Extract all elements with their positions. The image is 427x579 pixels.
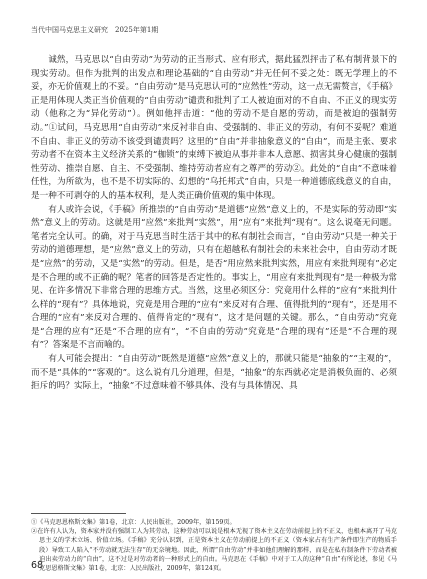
running-head: 当代中国马克思主义研究 2025年第1期 bbox=[31, 26, 159, 34]
footnote-divider bbox=[31, 513, 126, 514]
paragraph: 诚然，马克思以“自由劳动”为劳动的正当形式、应有形式，据此猛烈抨击了私有制背景下的现实劳动。但作为批判的出发点和理论基础的“自由劳动”并无任何不妥之处：既无学理上的不妥，亦无价值观上的不妥。“自由劳动”是马克思认可的“应然性”劳动，这一点无需赘言，《手稿》正是用体现人类正当价值观的“自由劳动”谴责和批判了工人被迫面对的不自由、不正义的现实劳动（他称之为“异化劳动”）。例如他抨击道：“他的劳动不是自愿的劳动，而是被迫的强制劳动。”①试问，马克思用“自由劳动”来反衬非自由、受强制的、非正义的劳动，有何不妥呢？难道不自由、非正义的劳动不该受到谴责吗？这里的“自由”并非抽象意义的“自由”，而是主张、要求劳动者不在资本主义经济关系的“枷锁”的束缚下被迫从事并非本人意愿、损害其身心健康的强制性劳动、推崇自愿、自主、不受强制、维持劳动者应有之尊严的劳动②。此处的“自由”不意味着任性，为所欲为，也不是不切实际的、幻想的“乌托邦式”自由，只是一种道德底线意义的自由，是一种不可剥夺的人的基本权利，是人类正确价值观的集中体现。 bbox=[31, 55, 397, 201]
body-text bbox=[31, 54, 397, 394]
paragraph: 有人可能会提出：“自由劳动”既然是道德“应然”意义上的，那就只能是“抽象的”“主观的”，而不是“具体的”“客观的”。这么说有几分道理，但是，“抽象”的东西就必定是消极负面的、必须拒斥的吗？实际上，“抽象”不过意味着不够具体、没有与具体情况、具 bbox=[31, 354, 397, 392]
paragraph: 有人或许会说，《手稿》所推崇的“自由劳动”是道德“应然”意义上的，不是实际的劳动即“实然”意义上的劳动。这就是用“应然”来批判“实然”，用“应有”来批判“现有”。这么说毫无问题。笔者完全认可。的确，对于马克思当时生活于其中的私有制社会而言，“自由劳动”只是一种关于劳动的道德理想，是“应然”意义上的劳动，只有在超越私有制社会的未来社会中，自由劳动才既是“应然”的劳动，又是“实然”的劳动。但是，是否“用应然来批判实然，用应有来批判现有”必定是不合理的或不正确的呢？笔者的回答是否定性的。事实上，“用应有来批判现有”是一种极为常见、在许多情况下非常合理的思维方式。当然，这里必须区分：究竟用什么样的“应有”来批判什么样的“现有”？具体地说，究竟是用合理的“应有”来反对有合理、值得批判的“现有”，还是用不合理的“应有”来反对合理的、值得肯定的“现有”，这才是问题的关键。那么，“自由劳动”究竟是“合理的应有”还是“不合理的应有”，“不自由的劳动”究竟是“合理的现有”还是“不合理的现有”？答案是不言而喻的。 bbox=[31, 204, 397, 351]
footnotes bbox=[31, 518, 397, 573]
footnote: ②在许有人认为，资本家并没有强制工人为其劳动，这种劳动可以说是根本无视了资本主义在劳动前提上的不正义，也根本离开了马克思主义的学术立场、价值立场。《手稿》充分认识到，正是资本主义在劳动前提上的不正义（资本家占有生产条件即生产的物质手段）导致工人陷入“不劳动就无法生存”的无奈境地。因此，所谓“自由劳动”并非如他们理解的那样，而是在私有制条件下劳动者被迫出卖劳动力的“自由”，这不过是对劳动者的一种形式上的自由。马克思在《手稿》中对于工人的这种“自由”有所论述，参见《马克思恩格斯文集》第1卷，北京：人民出版社，2009年，第124页。 bbox=[31, 528, 397, 573]
page-number: 68 bbox=[31, 560, 44, 571]
footnote: ①《马克思恩格斯文集》第1卷，北京：人民出版社，2009年，第159页。 bbox=[31, 519, 236, 526]
